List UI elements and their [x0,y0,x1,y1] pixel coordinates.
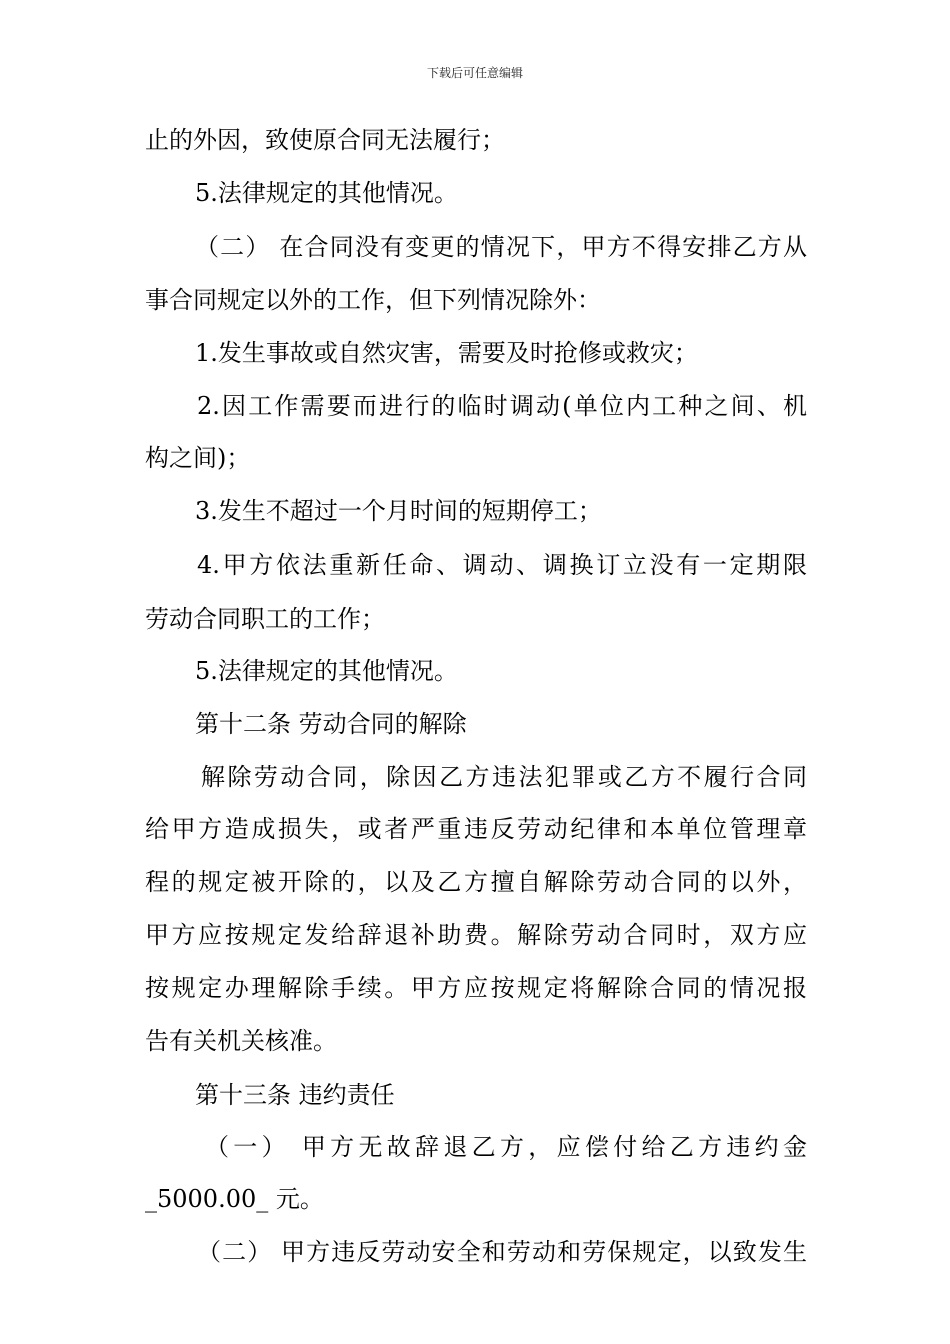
text-line: 止的外因，致使原合同无法履行； [145,126,505,154]
text-line: 4.甲方依法重新任命、调动、调换订立没有一定期限 [197,551,807,579]
text-line: 告有关机关核准。 [145,1027,337,1055]
text-line: （一） 甲方无故辞退乙方，应偿付给乙方违约金 [205,1133,807,1161]
section-heading: 第十二条 劳动合同的解除 [195,710,467,738]
text-line: 1.发生事故或自然灾害，需要及时抢修或救灾； [195,339,698,367]
text-line: 构之间)； [145,444,251,472]
text-line: 甲方应按规定发给辞退补助费。解除劳动合同时，双方应 [145,921,807,949]
text-line: 3.发生不超过一个月时间的短期停工； [195,497,602,525]
text-line: （二） 甲方违反劳动安全和劳动和劳保规定，以致发生 [197,1238,807,1266]
text-line: 2.因工作需要而进行的临时调动(单位内工种之间、机 [197,392,807,420]
text-line: 给甲方造成损失，或者严重违反劳动纪律和本单位管理章 [145,815,807,843]
text-line: 劳动合同职工的工作； [145,605,385,633]
text-line: _5000.00_ 元。 [145,1185,324,1213]
text-line: 程的规定被开除的，以及乙方擅自解除劳动合同的以外， [145,868,807,896]
text-line: 按规定办理解除手续。甲方应按规定将解除合同的情况报 [145,974,807,1002]
text-line: 5.法律规定的其他情况。 [195,179,458,207]
text-line: 5.法律规定的其他情况。 [195,657,458,685]
text-line: （二） 在合同没有变更的情况下，甲方不得安排乙方从 [195,233,807,261]
text-line: 事合同规定以外的工作，但下列情况除外： [145,286,601,314]
page-header: 下载后可任意编辑 [426,66,523,80]
text-line: 解除劳动合同，除因乙方违法犯罪或乙方不履行合同 [201,763,807,791]
section-heading: 第十三条 违约责任 [195,1081,395,1109]
